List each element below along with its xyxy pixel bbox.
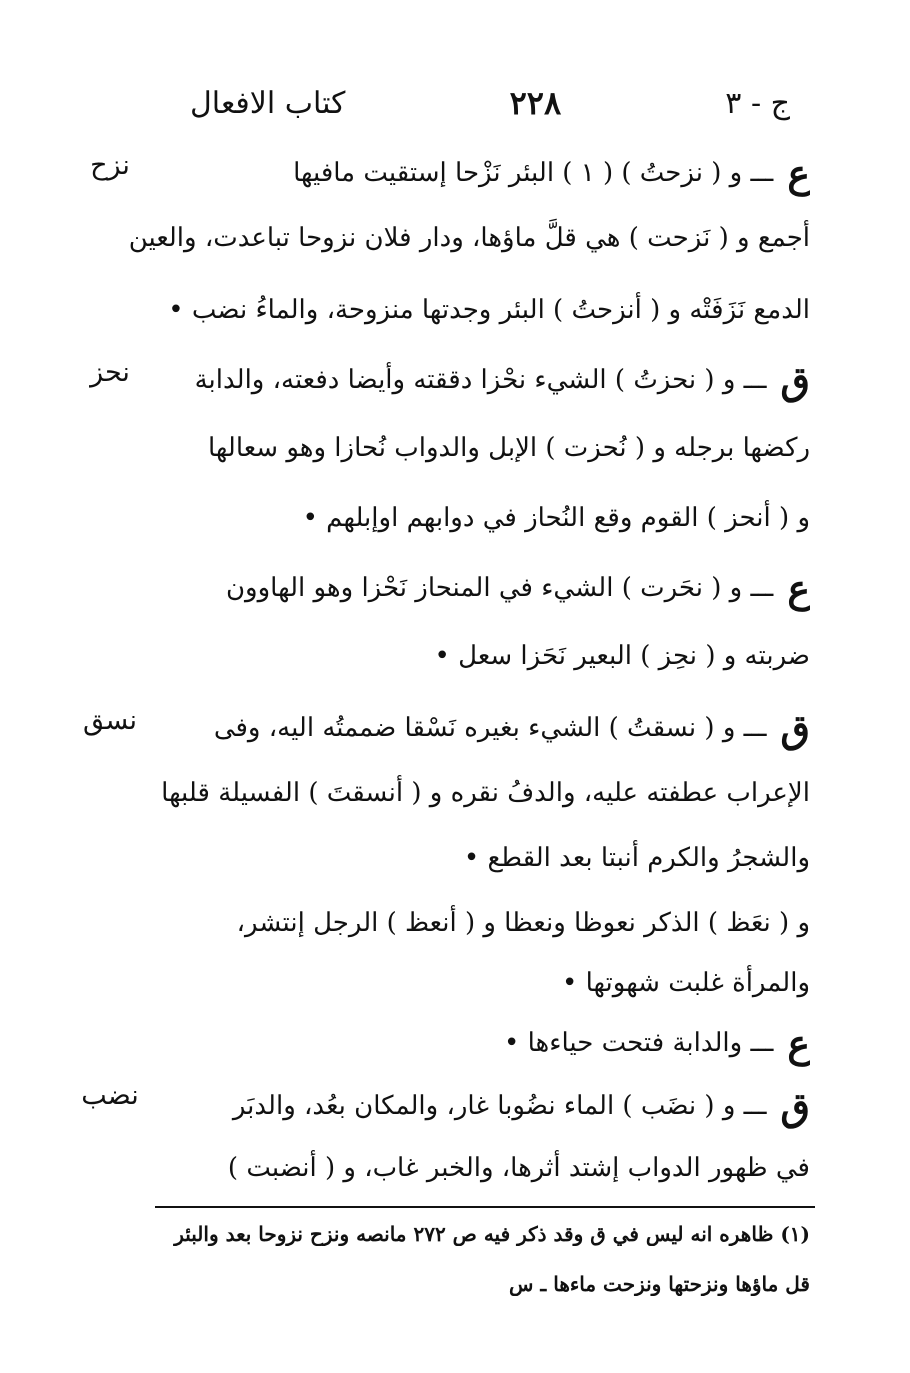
line-text: والشجرُ والكرم أنبتا بعد القطع •: [463, 843, 810, 873]
line-text: و ( أنحز ) القوم وقع النُحاز في دوابهم اوإبلهم •: [302, 503, 810, 533]
page-header: [190, 78, 790, 128]
line-text: ـــ و ( نزحتُ ) ( ١ ) البئر نَزْحا إستقيت مافيها: [293, 158, 774, 188]
text-line: [90, 145, 810, 201]
text-line: [90, 955, 810, 1011]
source-marker: ع: [787, 1020, 810, 1066]
line-text: ـــ و ( نحزتُ ) الشيء نحْزا دققته وأيضا دفعته، والدابة: [194, 365, 767, 395]
text-line: [90, 895, 810, 951]
volume-label: ج - ٣: [725, 85, 790, 121]
text-line: [90, 282, 810, 338]
line-text: و ( نعَظ ) الذكر نعوظا ونعظا و ( أنعظ ) الرجل إنتشر،: [236, 908, 810, 938]
source-marker: ع: [787, 565, 810, 611]
book-title: كتاب الافعال: [190, 85, 346, 121]
line-text: الإعراب عطفته عليه، والدفُ نقره و ( أنسقتَ ) الفسيلة قلبها: [161, 778, 810, 808]
source-marker: ق: [780, 1083, 810, 1129]
line-text: والمرأة غلبت شهوتها •: [562, 968, 810, 998]
text-line: [90, 420, 810, 476]
footnote-line: قل ماؤها ونزحتها ونزحت ماءها ـ س: [509, 1272, 810, 1296]
margin-entry-word: نزح: [90, 150, 130, 181]
text-line: [90, 352, 810, 408]
text-line: [90, 830, 810, 886]
source-marker: ق: [780, 357, 810, 403]
line-text: ضربته و ( نحِز ) البعير نَحَزا سعل •: [434, 641, 810, 671]
text-line: [90, 700, 810, 756]
line-text: الدمع نَزَفَتْه و ( أنزحتُ ) البئر وجدتها منزوحة، والماءُ نضب •: [168, 295, 810, 325]
source-marker: ق: [780, 705, 810, 751]
line-text: ـــ و ( نسقتُ ) الشيء بغيره نَسْقا ضممتُه اليه، وفى: [213, 713, 767, 743]
source-marker: ع: [787, 150, 810, 196]
page-number: ٢٢٨: [509, 84, 562, 122]
text-line: [90, 490, 810, 546]
footnote-divider: [155, 1206, 815, 1208]
line-text: ـــ والدابة فتحت حياءها •: [504, 1028, 774, 1058]
text-line: [90, 628, 810, 684]
text-line: [90, 765, 810, 821]
text-line: [90, 1078, 810, 1134]
margin-entry-word: نسق: [82, 705, 138, 736]
line-text: ـــ و ( نحَرت ) الشيء في المنحاز نَحْزا وهو الهاوون: [225, 573, 774, 603]
text-line: [90, 1015, 810, 1071]
text-line: [90, 210, 810, 266]
line-text: ـــ و ( نضَب ) الماء نضُوبا غار، والمكان بعُد، والدبَر: [232, 1091, 767, 1121]
line-text: ركضها برجله و ( نُحزت ) الإبل والدواب نُحازا وهو سعالها: [208, 433, 810, 463]
footnote-line: (١) ظاهره انه ليس في ق وقد ذكر فيه ص ٢٧٢ مانصه ونزح نزوحا بعد والبئر: [174, 1222, 810, 1246]
line-text: أجمع و ( نَزحت ) هي قلَّ ماؤها، ودار فلان نزوحا تباعدت، والعين: [128, 223, 810, 253]
margin-entry-word: نضب: [81, 1080, 139, 1111]
margin-entry-word: نحز: [90, 357, 130, 388]
text-line: [90, 1140, 810, 1196]
text-line: [90, 560, 810, 616]
line-text: في ظهور الدواب إشتد أثرها، والخبر غاب، و ( أنضبت ): [227, 1153, 810, 1183]
